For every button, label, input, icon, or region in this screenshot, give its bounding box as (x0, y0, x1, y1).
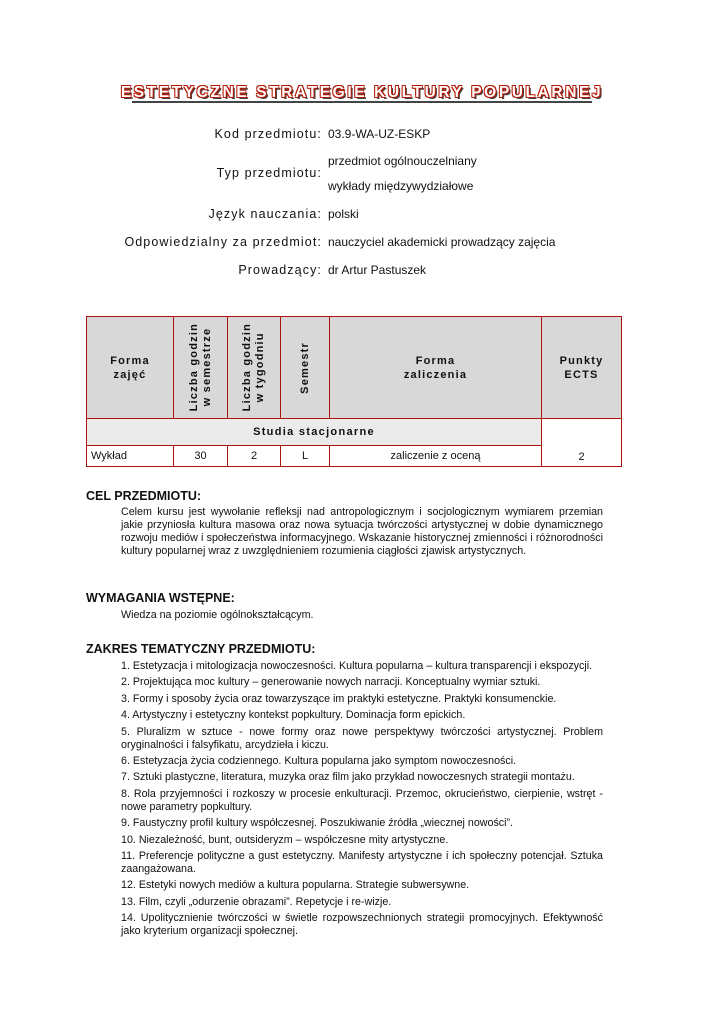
header-semestr (281, 317, 330, 419)
meta-kod-label: Kod przedmiotu: (214, 127, 322, 141)
zakres-heading: ZAKRES TEMATYCZNY PRZEDMIOTU: (86, 642, 316, 656)
meta-typ-label: Typ przedmiotu: (216, 166, 322, 180)
page-title: ESTETYCZNE STRATEGIE KULTURY POPULARNEJ (120, 84, 604, 101)
meta-jezyk-value: polski (328, 207, 359, 221)
list-item: 5. Pluralizm w sztuce - nowe formy oraz nowe perspektywy twórczości artystycznej. Problem oryginalności i falsyfikatu, arcydzieła i kiczu. (121, 725, 603, 751)
meta-typ-value: przedmiot ogólnouczelniany (328, 154, 477, 168)
table-section-row (87, 419, 622, 446)
wymagania-text: Wiedza na poziomie ogólnokształcącym. (121, 609, 314, 621)
header-forma-zaliczenia: Forma zaliczenia (330, 317, 542, 419)
table-header-row (87, 317, 622, 419)
header-godz-semestr (174, 317, 228, 419)
wymagania-heading: WYMAGANIA WSTĘPNE: (86, 591, 235, 605)
meta-odp-value: nauczyciel akademicki prowadzący zajęcia (328, 235, 556, 249)
header-godz-semestr-text: Liczba godzin w semestrze (187, 323, 213, 412)
list-item: 6. Estetyzacja życia codziennego. Kultura popularna jako symptom nowoczesności. (121, 754, 517, 767)
list-item: 2. Projektująca moc kultury – generowanie nowych narracji. Konceptualny wymiar sztuki. (121, 676, 541, 689)
meta-odp-label: Odpowiedzialny za przedmiot: (124, 235, 322, 249)
list-item: 4. Artystyczny i estetyczny kontekst popkultury. Dominacja form epickich. (121, 709, 466, 722)
meta-kod-value: 03.9-WA-UZ-ESKP (328, 127, 431, 141)
list-item: 1. Estetyzacja i mitologizacja nowoczesności. Kultura popularna – kultura transparencji i ekspozycji. (121, 660, 593, 672)
title-underline (132, 101, 592, 103)
cell-godz-tydzien: 2 (228, 446, 281, 467)
meta-typ-value: wykłady międzywydziałowe (328, 179, 474, 193)
header-godz-tydzien-text: Liczba godzin w tygodniu (241, 323, 266, 412)
table-row (87, 446, 622, 467)
header-forma-zajec: Forma zajęć (87, 317, 174, 419)
cel-text: Celem kursu jest wywołanie refleksji nad antropologicznym i socjologicznym wymiarem przemian jakie przyniosła kultura masowa oraz nowa sytuacja twórczości artystycznej w dobie dynamicznego rozwoju mediów i społeczeństwa informacyjnego. Wskazanie historycznej zmienności i różnorodności kultury popularnej wraz z uwzględnieniem rozumienia ciągłości zjawisk artystycznych. (121, 506, 603, 557)
cel-heading: CEL PRZEDMIOTU: (86, 489, 202, 503)
list-item: 13. Film, czyli „odurzenie obrazami”. Repetycje i re-wizje. (121, 895, 392, 908)
cell-ects: 2 (542, 419, 622, 467)
zakres-list (121, 660, 603, 941)
header-godz-tydzien (228, 317, 281, 419)
list-item: 12. Estetyki nowych mediów a kultura popularna. Strategie subwersywne. (121, 879, 470, 892)
list-item: 9. Faustyczny profil kultury współczesnej. Poszukiwanie źródła „wiecznej nowości”. (121, 817, 514, 830)
list-item: 10. Niezależność, bunt, outsideryzm – współczesne mity artystyczne. (121, 833, 449, 846)
header-punkty-ects: Punkty ECTS (542, 317, 622, 419)
header-semestr-text: Semestr (298, 341, 311, 394)
meta-prow-label: Prowadzący: (238, 263, 322, 277)
cell-semestr: L (281, 446, 330, 467)
list-item: 3. Formy i sposoby życia oraz towarzyszące im praktyki estetyczne. Praktyki konsumenckie. (121, 692, 557, 705)
list-item: 7. Sztuki plastyczne, literatura, muzyka oraz film jako przykład nowoczesnych strategii montażu. (121, 771, 575, 784)
course-table (86, 316, 622, 467)
cell-zaliczenie: zaliczenie z oceną (330, 446, 542, 467)
cell-forma: Wykład (87, 446, 174, 467)
meta-jezyk-label: Język nauczania: (208, 207, 322, 221)
list-item: 8. Rola przyjemności i rozkoszy w procesie enkulturacji. Przemoc, okrucieństwo, cierpienie, wstręt - nowe parametry popkultury. (121, 787, 603, 813)
section-studia-stacjonarne: Studia stacjonarne (87, 419, 542, 446)
meta-prow-value: dr Artur Pastuszek (328, 263, 427, 277)
list-item: 14. Upolitycznienie twórczości w świetle rozpowszechnionych strategii promocyjnych. Efektywność jako kryterium organizacji społecznej. (121, 912, 603, 938)
list-item: 11. Preferencje polityczne a gust estetyczny. Manifesty artystyczne i ich społeczny potencjał. Sztuka zaangażowana. (121, 849, 603, 875)
cell-godz-semestr: 30 (174, 446, 228, 467)
